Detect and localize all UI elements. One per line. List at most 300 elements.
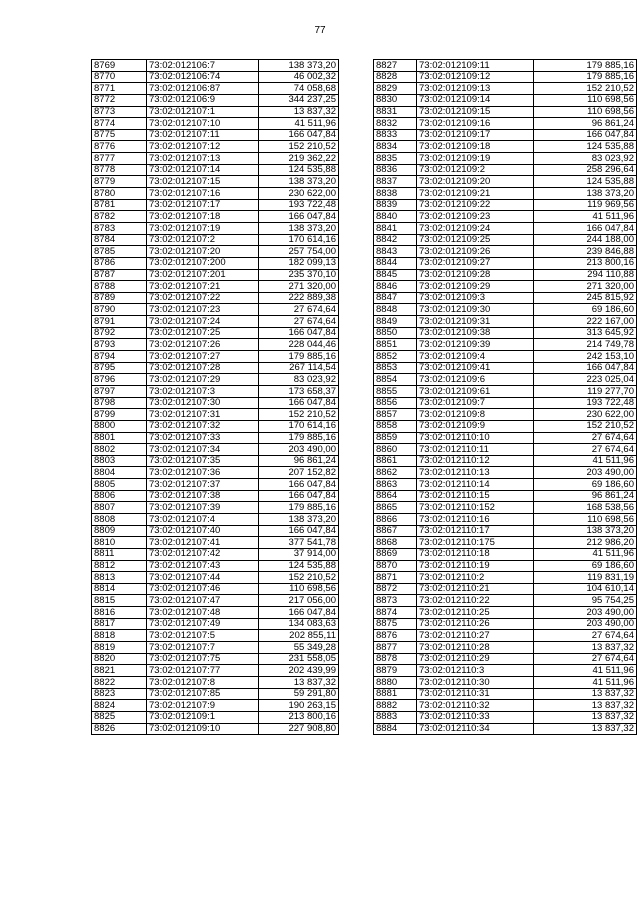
amount: 104 610,14 bbox=[534, 583, 637, 595]
row-number: 8874 bbox=[374, 607, 417, 619]
amount: 138 373,20 bbox=[534, 188, 637, 200]
amount: 27 674,64 bbox=[534, 432, 637, 444]
row-number: 8775 bbox=[92, 129, 147, 141]
row-number: 8856 bbox=[374, 397, 417, 409]
amount: 230 622,00 bbox=[259, 188, 339, 200]
amount: 227 908,80 bbox=[259, 723, 339, 735]
table-row bbox=[92, 548, 339, 560]
cadastral-number: 73:02:012107:77 bbox=[147, 665, 259, 677]
row-number: 8876 bbox=[374, 630, 417, 642]
amount: 179 885,16 bbox=[534, 71, 637, 83]
row-number: 8855 bbox=[374, 385, 417, 397]
table-row bbox=[92, 653, 339, 665]
amount: 27 674,64 bbox=[259, 304, 339, 316]
row-number: 8815 bbox=[92, 595, 147, 607]
table-row bbox=[92, 118, 339, 130]
amount: 222 889,38 bbox=[259, 292, 339, 304]
cadastral-number: 73:02:012110:2 bbox=[417, 572, 534, 584]
table-row bbox=[92, 234, 339, 246]
table-row bbox=[92, 374, 339, 386]
table-row bbox=[92, 129, 339, 141]
table-row bbox=[92, 141, 339, 153]
cadastral-number: 73:02:012110:26 bbox=[417, 618, 534, 630]
amount: 212 986,20 bbox=[534, 537, 637, 549]
cadastral-number: 73:02:012110:33 bbox=[417, 711, 534, 723]
table-row bbox=[374, 269, 637, 281]
amount: 13 837,32 bbox=[534, 711, 637, 723]
table-row bbox=[92, 502, 339, 514]
amount: 138 373,20 bbox=[534, 525, 637, 537]
amount: 242 153,10 bbox=[534, 351, 637, 363]
row-number: 8811 bbox=[92, 548, 147, 560]
row-number: 8842 bbox=[374, 234, 417, 246]
amount: 41 511,96 bbox=[259, 118, 339, 130]
cadastral-number: 73:02:012110:30 bbox=[417, 676, 534, 688]
row-number: 8820 bbox=[92, 653, 147, 665]
table-row bbox=[374, 665, 637, 677]
amount: 271 320,00 bbox=[259, 281, 339, 293]
amount: 207 152,82 bbox=[259, 467, 339, 479]
table-row bbox=[374, 513, 637, 525]
row-number: 8812 bbox=[92, 560, 147, 572]
amount: 179 885,16 bbox=[259, 351, 339, 363]
cadastral-number: 73:02:012109:41 bbox=[417, 362, 534, 374]
table-row bbox=[92, 199, 339, 211]
row-number: 8848 bbox=[374, 304, 417, 316]
table-row bbox=[92, 304, 339, 316]
row-number: 8850 bbox=[374, 327, 417, 339]
row-number: 8790 bbox=[92, 304, 147, 316]
row-number: 8832 bbox=[374, 118, 417, 130]
amount: 69 186,60 bbox=[534, 304, 637, 316]
row-number: 8800 bbox=[92, 420, 147, 432]
row-number: 8798 bbox=[92, 397, 147, 409]
row-number: 8797 bbox=[92, 385, 147, 397]
table-row bbox=[374, 490, 637, 502]
table-row bbox=[92, 723, 339, 735]
row-number: 8844 bbox=[374, 257, 417, 269]
row-number: 8839 bbox=[374, 199, 417, 211]
amount: 213 800,16 bbox=[259, 711, 339, 723]
row-number: 8788 bbox=[92, 281, 147, 293]
table-row bbox=[92, 432, 339, 444]
amount: 55 349,28 bbox=[259, 642, 339, 654]
row-number: 8822 bbox=[92, 676, 147, 688]
table-row bbox=[92, 176, 339, 188]
row-number: 8786 bbox=[92, 257, 147, 269]
row-number: 8831 bbox=[374, 106, 417, 118]
amount: 166 047,84 bbox=[534, 222, 637, 234]
cadastral-number: 73:02:012107:24 bbox=[147, 316, 259, 328]
amount: 119 831,19 bbox=[534, 572, 637, 584]
cadastral-number: 73:02:012107:47 bbox=[147, 595, 259, 607]
cadastral-number: 73:02:012110:31 bbox=[417, 688, 534, 700]
row-number: 8829 bbox=[374, 83, 417, 95]
cadastral-number: 73:02:012106:9 bbox=[147, 94, 259, 106]
row-number: 8872 bbox=[374, 583, 417, 595]
row-number: 8779 bbox=[92, 176, 147, 188]
row-number: 8882 bbox=[374, 700, 417, 712]
amount: 74 058,68 bbox=[259, 83, 339, 95]
amount: 203 490,00 bbox=[259, 444, 339, 456]
table-row bbox=[92, 339, 339, 351]
amount: 110 698,56 bbox=[259, 583, 339, 595]
table-row bbox=[374, 351, 637, 363]
amount: 166 047,84 bbox=[259, 327, 339, 339]
cadastral-number: 73:02:012109:27 bbox=[417, 257, 534, 269]
amount: 166 047,84 bbox=[259, 211, 339, 223]
amount: 228 044,46 bbox=[259, 339, 339, 351]
cadastral-number: 73:02:012110:175 bbox=[417, 537, 534, 549]
amount: 13 837,32 bbox=[534, 723, 637, 735]
row-number: 8817 bbox=[92, 618, 147, 630]
cadastral-number: 73:02:012107:36 bbox=[147, 467, 259, 479]
table-row bbox=[374, 537, 637, 549]
amount: 27 674,64 bbox=[534, 444, 637, 456]
table-row bbox=[374, 432, 637, 444]
table-row bbox=[92, 467, 339, 479]
table-row bbox=[92, 257, 339, 269]
table-row bbox=[92, 269, 339, 281]
cadastral-number: 73:02:012107:37 bbox=[147, 479, 259, 491]
cadastral-number: 73:02:012109:28 bbox=[417, 269, 534, 281]
cadastral-number: 73:02:012109:9 bbox=[417, 420, 534, 432]
cadastral-number: 73:02:012109:1 bbox=[147, 711, 259, 723]
amount: 179 885,16 bbox=[259, 432, 339, 444]
amount: 344 237,25 bbox=[259, 94, 339, 106]
cadastral-number: 73:02:012107:5 bbox=[147, 630, 259, 642]
table-row bbox=[92, 642, 339, 654]
row-number: 8801 bbox=[92, 432, 147, 444]
cadastral-number: 73:02:012109:4 bbox=[417, 351, 534, 363]
cadastral-number: 73:02:012107:16 bbox=[147, 188, 259, 200]
table-row bbox=[92, 513, 339, 525]
table-row bbox=[92, 362, 339, 374]
amount: 166 047,84 bbox=[259, 479, 339, 491]
amount: 231 558,05 bbox=[259, 653, 339, 665]
cadastral-number: 73:02:012110:15 bbox=[417, 490, 534, 502]
row-number: 8771 bbox=[92, 83, 147, 95]
row-number: 8827 bbox=[374, 60, 417, 72]
amount: 230 622,00 bbox=[534, 409, 637, 421]
table-row bbox=[374, 653, 637, 665]
table-row bbox=[374, 129, 637, 141]
amount: 96 861,24 bbox=[534, 490, 637, 502]
cadastral-number: 73:02:012110:18 bbox=[417, 548, 534, 560]
amount: 110 698,56 bbox=[534, 106, 637, 118]
cadastral-number: 73:02:012110:22 bbox=[417, 595, 534, 607]
cadastral-number: 73:02:012107:35 bbox=[147, 455, 259, 467]
row-number: 8866 bbox=[374, 513, 417, 525]
table-row bbox=[92, 164, 339, 176]
row-number: 8836 bbox=[374, 164, 417, 176]
amount: 27 674,64 bbox=[259, 316, 339, 328]
row-number: 8853 bbox=[374, 362, 417, 374]
table-row bbox=[92, 351, 339, 363]
cadastral-table-left bbox=[91, 59, 339, 735]
table-row bbox=[92, 420, 339, 432]
table-row bbox=[374, 420, 637, 432]
table-row bbox=[374, 94, 637, 106]
cadastral-number: 73:02:012107:31 bbox=[147, 409, 259, 421]
row-number: 8858 bbox=[374, 420, 417, 432]
cadastral-number: 73:02:012110:14 bbox=[417, 479, 534, 491]
cadastral-number: 73:02:012110:28 bbox=[417, 642, 534, 654]
table-row bbox=[374, 583, 637, 595]
row-number: 8824 bbox=[92, 700, 147, 712]
cadastral-number: 73:02:012107:85 bbox=[147, 688, 259, 700]
table-row bbox=[374, 316, 637, 328]
amount: 223 025,04 bbox=[534, 374, 637, 386]
row-number: 8809 bbox=[92, 525, 147, 537]
table-row bbox=[374, 71, 637, 83]
cadastral-number: 73:02:012109:17 bbox=[417, 129, 534, 141]
row-number: 8863 bbox=[374, 479, 417, 491]
amount: 41 511,96 bbox=[534, 211, 637, 223]
row-number: 8843 bbox=[374, 246, 417, 258]
cadastral-number: 73:02:012107:48 bbox=[147, 607, 259, 619]
amount: 119 277,70 bbox=[534, 385, 637, 397]
amount: 166 047,84 bbox=[259, 490, 339, 502]
row-number: 8799 bbox=[92, 409, 147, 421]
row-number: 8857 bbox=[374, 409, 417, 421]
table-row bbox=[92, 281, 339, 293]
cadastral-number: 73:02:012107:32 bbox=[147, 420, 259, 432]
cadastral-number: 73:02:012110:12 bbox=[417, 455, 534, 467]
cadastral-number: 73:02:012107:30 bbox=[147, 397, 259, 409]
amount: 203 490,00 bbox=[534, 607, 637, 619]
row-number: 8783 bbox=[92, 222, 147, 234]
amount: 166 047,84 bbox=[534, 129, 637, 141]
cadastral-number: 73:02:012107:11 bbox=[147, 129, 259, 141]
table-row bbox=[374, 83, 637, 95]
row-number: 8835 bbox=[374, 153, 417, 165]
amount: 110 698,56 bbox=[534, 94, 637, 106]
cadastral-number: 73:02:012107:12 bbox=[147, 141, 259, 153]
table-row bbox=[374, 723, 637, 735]
amount: 134 083,63 bbox=[259, 618, 339, 630]
amount: 214 749,78 bbox=[534, 339, 637, 351]
row-number: 8837 bbox=[374, 176, 417, 188]
amount: 83 023,92 bbox=[534, 153, 637, 165]
row-number: 8884 bbox=[374, 723, 417, 735]
cadastral-number: 73:02:012110:16 bbox=[417, 513, 534, 525]
cadastral-number: 73:02:012109:39 bbox=[417, 339, 534, 351]
cadastral-number: 73:02:012109:21 bbox=[417, 188, 534, 200]
table-row bbox=[92, 560, 339, 572]
amount: 152 210,52 bbox=[259, 572, 339, 584]
table-row bbox=[92, 106, 339, 118]
row-number: 8870 bbox=[374, 560, 417, 572]
amount: 170 614,16 bbox=[259, 420, 339, 432]
amount: 213 800,16 bbox=[534, 257, 637, 269]
table-row bbox=[374, 397, 637, 409]
row-number: 8868 bbox=[374, 537, 417, 549]
cadastral-number: 73:02:012107:21 bbox=[147, 281, 259, 293]
row-number: 8833 bbox=[374, 129, 417, 141]
amount: 239 846,88 bbox=[534, 246, 637, 258]
row-number: 8794 bbox=[92, 351, 147, 363]
amount: 222 167,00 bbox=[534, 316, 637, 328]
cadastral-number: 73:02:012106:87 bbox=[147, 83, 259, 95]
amount: 37 914,00 bbox=[259, 548, 339, 560]
cadastral-number: 73:02:012109:3 bbox=[417, 292, 534, 304]
row-number: 8828 bbox=[374, 71, 417, 83]
table-row bbox=[92, 700, 339, 712]
table-row bbox=[374, 188, 637, 200]
cadastral-number: 73:02:012107:46 bbox=[147, 583, 259, 595]
amount: 138 373,20 bbox=[259, 176, 339, 188]
row-number: 8862 bbox=[374, 467, 417, 479]
amount: 203 490,00 bbox=[534, 467, 637, 479]
amount: 152 210,52 bbox=[259, 409, 339, 421]
row-number: 8880 bbox=[374, 676, 417, 688]
row-number: 8781 bbox=[92, 199, 147, 211]
cadastral-number: 73:02:012110:152 bbox=[417, 502, 534, 514]
table-row bbox=[374, 525, 637, 537]
table-row bbox=[374, 106, 637, 118]
row-number: 8774 bbox=[92, 118, 147, 130]
cadastral-number: 73:02:012107:15 bbox=[147, 176, 259, 188]
row-number: 8785 bbox=[92, 246, 147, 258]
amount: 203 490,00 bbox=[534, 618, 637, 630]
table-row bbox=[374, 711, 637, 723]
row-number: 8804 bbox=[92, 467, 147, 479]
table-row bbox=[92, 316, 339, 328]
table-row bbox=[92, 490, 339, 502]
table-row bbox=[374, 222, 637, 234]
amount: 59 291,80 bbox=[259, 688, 339, 700]
amount: 217 056,00 bbox=[259, 595, 339, 607]
row-number: 8830 bbox=[374, 94, 417, 106]
row-number: 8807 bbox=[92, 502, 147, 514]
table-row bbox=[92, 94, 339, 106]
cadastral-number: 73:02:012110:32 bbox=[417, 700, 534, 712]
cadastral-number: 73:02:012107:42 bbox=[147, 548, 259, 560]
table-row bbox=[92, 455, 339, 467]
row-number: 8823 bbox=[92, 688, 147, 700]
row-number: 8813 bbox=[92, 572, 147, 584]
amount: 202 439,99 bbox=[259, 665, 339, 677]
row-number: 8818 bbox=[92, 630, 147, 642]
amount: 193 722,48 bbox=[259, 199, 339, 211]
cadastral-number: 73:02:012109:6 bbox=[417, 374, 534, 386]
cadastral-number: 73:02:012110:21 bbox=[417, 583, 534, 595]
table-row bbox=[374, 257, 637, 269]
row-number: 8789 bbox=[92, 292, 147, 304]
table-row bbox=[92, 188, 339, 200]
row-number: 8825 bbox=[92, 711, 147, 723]
table-row bbox=[374, 688, 637, 700]
row-number: 8826 bbox=[92, 723, 147, 735]
cadastral-number: 73:02:012107:28 bbox=[147, 362, 259, 374]
cadastral-number: 73:02:012109:22 bbox=[417, 199, 534, 211]
table-row bbox=[92, 397, 339, 409]
table-row bbox=[374, 362, 637, 374]
row-number: 8778 bbox=[92, 164, 147, 176]
cadastral-number: 73:02:012107:41 bbox=[147, 537, 259, 549]
cadastral-number: 73:02:012109:13 bbox=[417, 83, 534, 95]
cadastral-number: 73:02:012109:12 bbox=[417, 71, 534, 83]
amount: 13 837,32 bbox=[259, 106, 339, 118]
amount: 119 969,56 bbox=[534, 199, 637, 211]
cadastral-number: 73:02:012109:25 bbox=[417, 234, 534, 246]
cadastral-number: 73:02:012107:44 bbox=[147, 572, 259, 584]
table-row bbox=[374, 444, 637, 456]
cadastral-number: 73:02:012109:15 bbox=[417, 106, 534, 118]
amount: 41 511,96 bbox=[534, 676, 637, 688]
amount: 41 511,96 bbox=[534, 665, 637, 677]
row-number: 8864 bbox=[374, 490, 417, 502]
table-row bbox=[92, 676, 339, 688]
cadastral-number: 73:02:012109:30 bbox=[417, 304, 534, 316]
table-row bbox=[374, 560, 637, 572]
cadastral-number: 73:02:012110:10 bbox=[417, 432, 534, 444]
table-row bbox=[374, 595, 637, 607]
row-number: 8796 bbox=[92, 374, 147, 386]
row-number: 8851 bbox=[374, 339, 417, 351]
cadastral-number: 73:02:012110:3 bbox=[417, 665, 534, 677]
cadastral-number: 73:02:012107:8 bbox=[147, 676, 259, 688]
amount: 257 754,00 bbox=[259, 246, 339, 258]
amount: 152 210,52 bbox=[259, 141, 339, 153]
cadastral-number: 73:02:012107:75 bbox=[147, 653, 259, 665]
row-number: 8810 bbox=[92, 537, 147, 549]
amount: 152 210,52 bbox=[534, 83, 637, 95]
table-row bbox=[92, 595, 339, 607]
table-row bbox=[92, 711, 339, 723]
row-number: 8859 bbox=[374, 432, 417, 444]
row-number: 8883 bbox=[374, 711, 417, 723]
amount: 83 023,92 bbox=[259, 374, 339, 386]
cadastral-table-right bbox=[373, 59, 637, 735]
table-row bbox=[92, 327, 339, 339]
table-row bbox=[92, 71, 339, 83]
amount: 96 861,24 bbox=[259, 455, 339, 467]
amount: 202 855,11 bbox=[259, 630, 339, 642]
cadastral-number: 73:02:012107:7 bbox=[147, 642, 259, 654]
amount: 271 320,00 bbox=[534, 281, 637, 293]
table-row bbox=[374, 700, 637, 712]
amount: 13 837,32 bbox=[259, 676, 339, 688]
cadastral-number: 73:02:012107:38 bbox=[147, 490, 259, 502]
amount: 124 535,88 bbox=[259, 164, 339, 176]
table-row bbox=[374, 234, 637, 246]
amount: 41 511,96 bbox=[534, 548, 637, 560]
amount: 95 754,25 bbox=[534, 595, 637, 607]
cadastral-number: 73:02:012107:10 bbox=[147, 118, 259, 130]
cadastral-number: 73:02:012107:25 bbox=[147, 327, 259, 339]
cadastral-number: 73:02:012109:20 bbox=[417, 176, 534, 188]
table-row bbox=[374, 455, 637, 467]
amount: 27 674,64 bbox=[534, 653, 637, 665]
row-number: 8784 bbox=[92, 234, 147, 246]
cadastral-number: 73:02:012107:22 bbox=[147, 292, 259, 304]
cadastral-number: 73:02:012107:29 bbox=[147, 374, 259, 386]
row-number: 8861 bbox=[374, 455, 417, 467]
amount: 166 047,84 bbox=[534, 362, 637, 374]
cadastral-number: 73:02:012107:18 bbox=[147, 211, 259, 223]
row-number: 8805 bbox=[92, 479, 147, 491]
row-number: 8849 bbox=[374, 316, 417, 328]
row-number: 8769 bbox=[92, 60, 147, 72]
cadastral-number: 73:02:012109:31 bbox=[417, 316, 534, 328]
row-number: 8845 bbox=[374, 269, 417, 281]
amount: 138 373,20 bbox=[259, 222, 339, 234]
amount: 182 099,13 bbox=[259, 257, 339, 269]
row-number: 8871 bbox=[374, 572, 417, 584]
amount: 166 047,84 bbox=[259, 397, 339, 409]
